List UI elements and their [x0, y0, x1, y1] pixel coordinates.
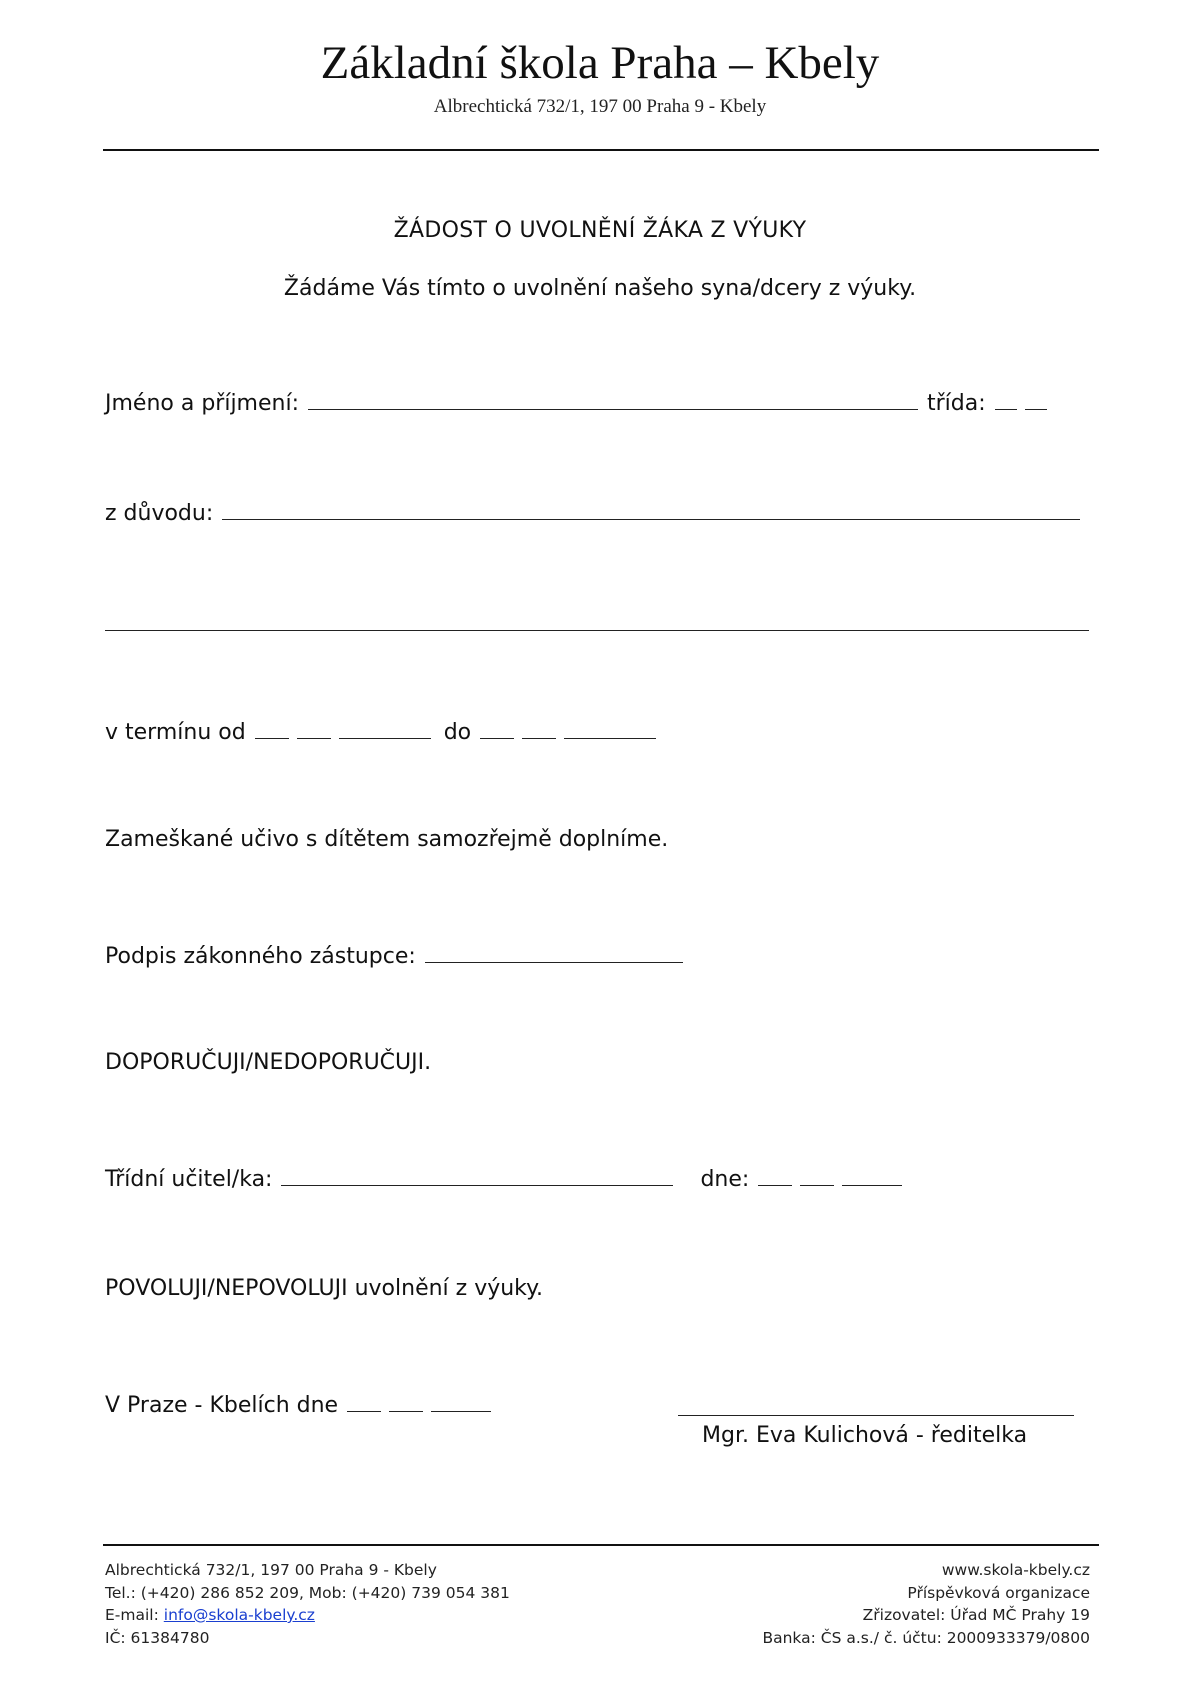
school-name: Základní škola Praha – Kbely — [320, 37, 880, 89]
recommend-text: DOPORUČUJI/NEDOPORUČUJI. — [105, 1050, 432, 1075]
reason-row — [105, 497, 1082, 526]
term-from-month-field[interactable] — [297, 716, 331, 739]
footer-right — [762, 1559, 1090, 1649]
footer-email-link[interactable]: info@skola-kbely.cz — [163, 1606, 315, 1624]
place-label: V Praze - Kbelích dne — [105, 1393, 339, 1418]
footer-divider — [103, 1544, 1099, 1546]
permit-text: POVOLUJI/NEPOVOLUJI uvolnění z výuky. — [105, 1276, 544, 1301]
teacher-row — [105, 1163, 904, 1192]
teacher-date-label: dne: — [700, 1167, 750, 1192]
class-label: třída: — [927, 391, 986, 416]
term-to-year-field[interactable] — [564, 716, 656, 739]
footer-founder: Zřizovatel: Úřad MČ Prahy 19 — [862, 1606, 1090, 1624]
place-date-day-field[interactable] — [347, 1389, 381, 1412]
reason-label: z důvodu: — [105, 501, 214, 526]
director-name: Mgr. Eva Kulichová - ředitelka — [702, 1423, 1028, 1448]
footer-website[interactable]: www.skola-kbely.cz — [941, 1561, 1090, 1579]
footer-bank: Banka: ČS a.s./ č. účtu: 2000933379/0800 — [762, 1628, 1090, 1647]
reason-field[interactable] — [222, 497, 1080, 520]
footer-left — [105, 1559, 510, 1649]
term-to-day-field[interactable] — [480, 716, 514, 739]
reason-field-continued[interactable] — [105, 630, 1089, 631]
place-date-year-field[interactable] — [431, 1389, 491, 1412]
term-from-day-field[interactable] — [255, 716, 289, 739]
teacher-date-month-field[interactable] — [800, 1163, 834, 1186]
school-address: Albrechtická 732/1, 197 00 Praha 9 - Kbely — [433, 96, 767, 117]
term-from-label: v termínu od — [105, 720, 246, 745]
director-signature-field[interactable] — [678, 1415, 1074, 1416]
name-field[interactable] — [308, 387, 918, 410]
footer-email-row — [105, 1604, 510, 1627]
form-title: ŽÁDOST O UVOLNĚNÍ ŽÁKA Z VÝUKY — [393, 218, 807, 243]
footer-phone: Tel.: (+420) 286 852 209, Mob: (+420) 739 054 381 — [105, 1583, 510, 1602]
form-intro: Žádáme Vás tímto o uvolnění našeho syna/dcery z výuky. — [283, 276, 917, 301]
name-label: Jméno a příjmení: — [105, 391, 299, 416]
parent-signature-field[interactable] — [425, 940, 683, 963]
footer-ic: IČ: 61384780 — [105, 1628, 210, 1647]
term-row — [105, 716, 658, 745]
teacher-date-year-field[interactable] — [842, 1163, 902, 1186]
missed-lessons-text: Zameškané učivo s dítětem samozřejmě doplníme. — [105, 827, 669, 852]
footer-address: Albrechtická 732/1, 197 00 Praha 9 - Kbely — [105, 1561, 437, 1579]
teacher-date-day-field[interactable] — [758, 1163, 792, 1186]
teacher-label: Třídní učitel/ka: — [105, 1167, 273, 1192]
teacher-signature-field[interactable] — [281, 1163, 673, 1186]
name-row — [105, 387, 1049, 416]
term-from-year-field[interactable] — [339, 716, 431, 739]
term-to-month-field[interactable] — [522, 716, 556, 739]
class-field-grade[interactable] — [995, 387, 1017, 410]
class-field-letter[interactable] — [1025, 387, 1047, 410]
parent-signature-row — [105, 940, 685, 969]
header-divider — [103, 149, 1099, 151]
footer-email-label: E-mail: — [105, 1606, 159, 1624]
footer-org-type: Příspěvková organizace — [907, 1583, 1090, 1602]
term-to-label: do — [443, 720, 472, 745]
place-date-row — [105, 1389, 493, 1418]
parent-signature-label: Podpis zákonného zástupce: — [105, 944, 416, 969]
place-date-month-field[interactable] — [389, 1389, 423, 1412]
